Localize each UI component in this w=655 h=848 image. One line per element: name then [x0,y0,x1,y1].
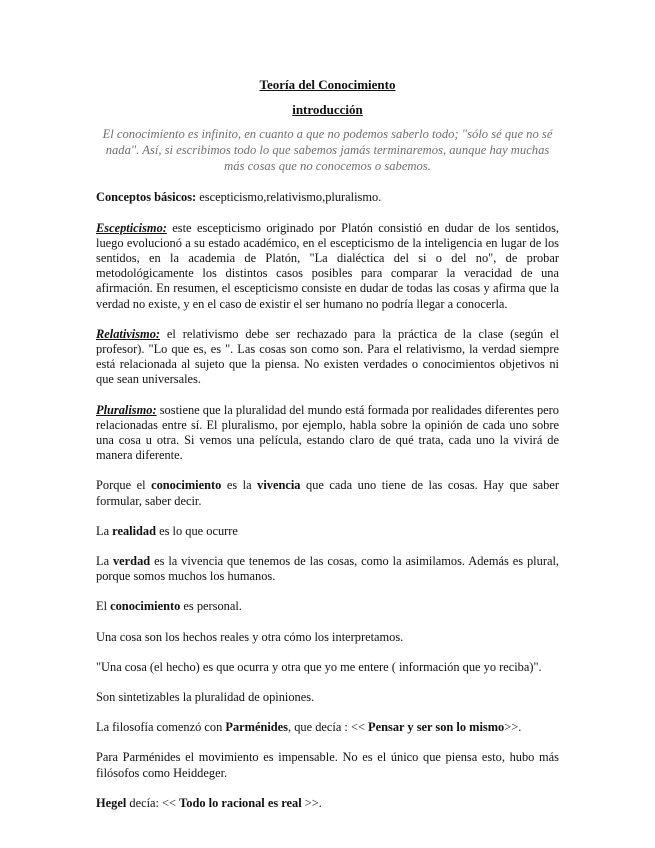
relativismo-text: el relativismo debe ser rechazado para la práctica de la clase (según el profesor). "Lo que es, es ". Las cosas son como son. Para el relativismo, la verdad siempre está relacionada al sujeto que la piensa. No existen verdades o conocimientos objetivos ni que sean universales. [96,326,559,387]
term-pluralismo: Pluralismo: [96,402,157,417]
bold-hegel-quote: Todo lo racional es real [179,795,302,810]
bold-conocimiento: conocimiento [151,478,222,493]
bold-verdad: verdad [112,554,151,569]
bold-hegel: Hegel [96,795,127,810]
text-segment: >>. [301,795,322,810]
text-segment: La filosofía comenzó con [96,720,226,735]
document-body [96,77,559,826]
document-title: Teoría del Conocimiento [259,77,396,92]
text-segment: es la vivencia que tenemos de las cosas, como la asimilamos. Además es plural, porque somos muchos los humanos. [96,554,559,584]
text-segment: Porque el [96,478,152,493]
bold-realidad: realidad [112,523,157,538]
text-segment: >>. [504,720,522,735]
paragraph-parmenides [96,720,559,735]
bold-vivencia: vivencia [257,478,301,493]
conceptos-label: Conceptos básicos: [96,190,197,205]
pluralismo-text: sostiene que la pluralidad del mundo está formada por realidades diferentes pero relacionadas entre sí. El pluralismo, por ejemplo, habla sobre la opinión de cada uno sobre una cosa u otra. Si vemos una película, estando claro de qué trata, cada uno la vivirá de manera diferente. [96,402,559,463]
paragraph-personal [96,599,559,614]
paragraph-hegel [96,796,559,811]
escepticismo-text: este escepticismo originado por Platón consistió en dudar de los sentidos, luego evolucionó a su estado académico, en el escepticismo de la inteligencia en lugar de los sentidos, en la academia de Platón, "La dialéctica del si o del no", de probar metodológicamente los distintos casos posibles para comparar la veracidad de una afirmación. En resumen, el escepticismo consiste en dudar de todas las cosas y afirma que la verdad no existe, y en el caso de existir el ser humano no podría llegar a conocerla. [96,220,559,311]
paragraph-conocimiento-vivencia [96,478,559,508]
paragraph-movimiento: Para Parménides el movimiento es impensable. No es el único que piensa esto, hubo más filósofos como Heiddeger. [96,750,559,780]
term-relativismo: Relativismo: [96,326,161,341]
conceptos-text: escepticismo,relativismo,pluralismo. [196,190,382,205]
bold-conocimiento: conocimiento [110,599,181,614]
text-segment: El [96,599,111,614]
paragraph-verdad [96,554,559,584]
paragraph-conceptos [96,190,559,205]
document-subtitle: introducción [292,102,363,118]
text-segment: es lo que ocurre [156,523,238,538]
paragraph-relativismo [96,327,559,388]
paragraph-quote: "Una cosa (el hecho) es que ocurra y otra que yo me entere ( información que yo reciba)". [96,659,542,674]
text-segment: La [96,523,113,538]
term-escepticismo: Escepticismo: [96,220,167,235]
text-segment: La [96,554,113,569]
bold-parmenides: Parménides [225,720,289,735]
paragraph-pluralismo [96,403,559,464]
text-segment: , que decía : << [288,720,369,735]
paragraph-realidad [96,524,559,539]
bold-parmenides-quote: Pensar y ser son lo mismo [368,720,505,735]
text-segment: decía: << [126,795,180,810]
paragraph-opiniones: Son sintetizables la pluralidad de opiniones. [96,690,315,705]
text-segment: es la [221,478,258,493]
text-segment: que cada uno tiene de las cosas. Hay que saber formular, saber decir. [96,478,560,508]
text-segment: es personal. [180,599,242,614]
paragraph-hechos: Una cosa son los hechos reales y otra cómo los interpretamos. [96,629,404,644]
intro-paragraph: El conocimiento es infinito, en cuanto a que no podemos saberlo todo; "sólo sé que no sé nada". Así, si escribimos todo lo que sabemos jamás terminaremos, aunque hay muchas más cosas que no conocemos o sabemos. [102,127,553,174]
paragraph-escepticismo [96,221,559,312]
